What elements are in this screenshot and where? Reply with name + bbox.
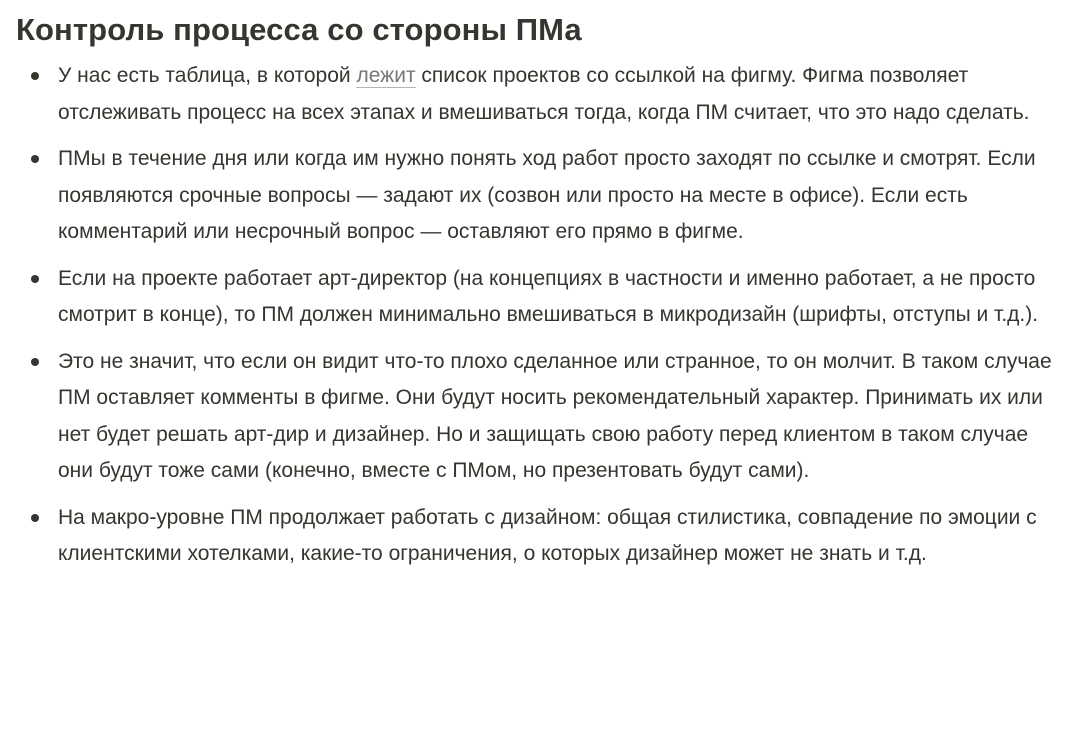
bullet-dot-icon: [31, 358, 39, 366]
bullet-dot-icon: [31, 275, 39, 283]
bullet-dot-icon: [31, 72, 39, 80]
list-item-text: Это не значит, что если он видит что-то плохо сделанное или странное, то он молчит. В таком случае ПМ оставляет комменты в фигме. Они будут носить рекомендательный характер. Принимать их или нет будет решать арт-дир и дизайнер. Но и защищать свою работу перед клиентом в таком случае они будут тоже сами (конечно, вместе с ПМом, но презентовать будут сами).: [58, 349, 1052, 482]
list-item: [16, 344, 1065, 490]
list-item: [16, 261, 1065, 334]
inline-link[interactable]: лежит: [356, 64, 416, 87]
list-item: [16, 58, 1065, 131]
list-item-text: [58, 58, 1065, 131]
bullet-dot-icon: [31, 155, 39, 163]
list-item-text: ПМы в течение дня или когда им нужно понять ход работ просто заходят по ссылке и смотрят. Если появляются срочные вопросы — задают их (созвон или просто на месте в офисе). Если есть комментарий или несрочный вопрос — оставляют его прямо в фигме.: [58, 147, 1036, 243]
list-item: [16, 500, 1065, 573]
bullet-dot-icon: [31, 514, 39, 522]
page-title: Контроль процесса со стороны ПМа: [16, 12, 582, 47]
text-segment: У нас есть таблица, в которой: [58, 64, 357, 87]
list-item: [16, 141, 1065, 251]
text-segment: список проектов со ссылкой на фигму. Фигма позволяет отслеживать процесс на всех этапах и вмешиваться тогда, когда ПМ считает, что это надо сделать.: [58, 64, 1030, 124]
list-item-text: Если на проекте работает арт-директор (на концепциях в частности и именно работает, а не просто смотрит в конце), то ПМ должен минимально вмешиваться в микродизайн (шрифты, отступы и т.д.).: [58, 266, 1039, 326]
list-item-text: На макро-уровне ПМ продолжает работать с дизайном: общая стилистика, совпадение по эмоции с клиентскими хотелками, какие-то ограничения, о которых дизайнер может не знать и т.д.: [58, 505, 1037, 565]
bullet-list: [16, 58, 1065, 573]
